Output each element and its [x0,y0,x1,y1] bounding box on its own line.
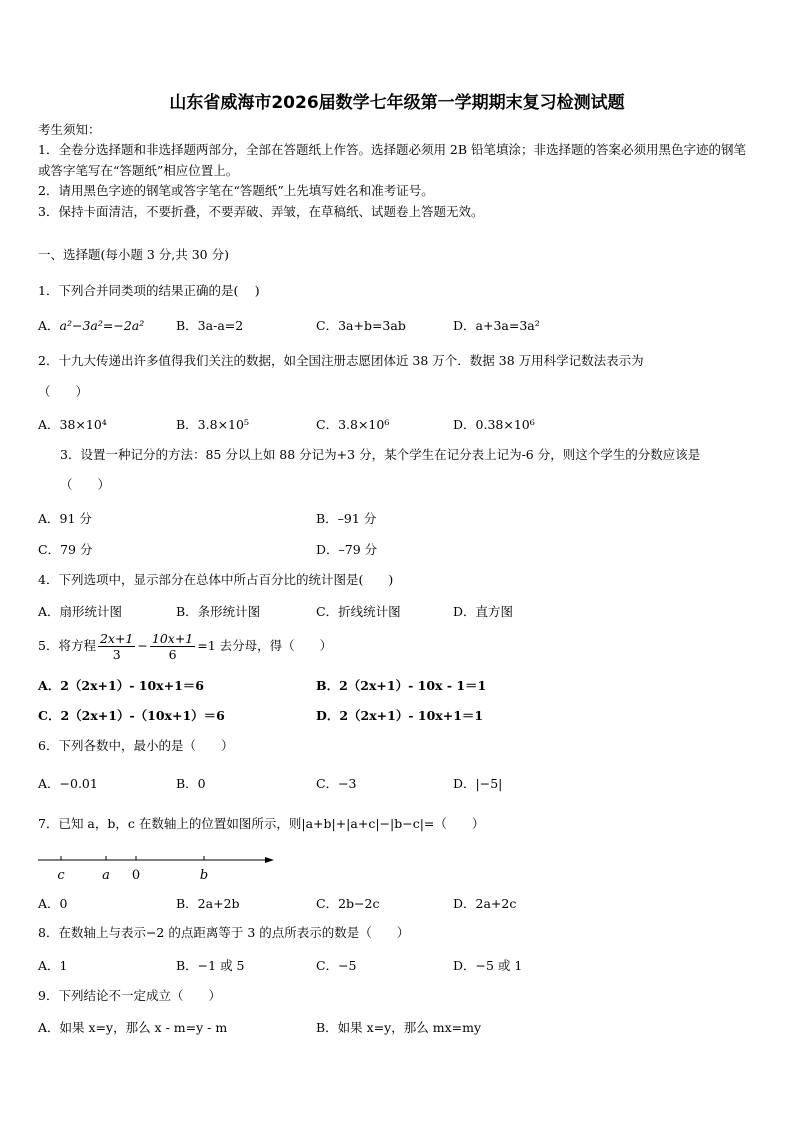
question-8-stem: 8．在数轴上与表示−2 的点距离等于 3 的点所表示的数是（ ） [38,925,410,940]
fraction-2: $\frac{10x+1}{6}$ [151,631,194,662]
question-4-option-a: A．扇形统计图 [38,604,123,619]
question-4-stem: 4．下列选项中，显示部分在总体中所占百分比的统计图是( ) [38,572,394,587]
question-7-option-a: A．0 [38,896,68,911]
question-8-option-d: D．−5 或 1 [453,958,523,973]
question-6-option-a: A．−0.01 [38,776,98,791]
question-1-stem: 1．下列合并同类项的结果正确的是( ) [38,283,260,298]
question-3-option-c: C．79 分 [38,542,93,557]
axis-label-a: a [102,868,110,883]
number-line-figure [36,850,281,886]
question-5-option-a: A．2（2x+1）- 10x+1＝6 [38,678,204,693]
page-title: 山东省威海市2026届数学七年级第一学期期末复习检测试题 [169,93,625,113]
notice-item-3: 3．保持卡面清洁，不要折叠，不要弄破、弄皱，在草稿纸、试题卷上答题无效。 [38,204,484,219]
question-8-option-a: A．1 [38,958,68,973]
question-7-stem: 7．已知 a，b，c 在数轴上的位置如图所示，则|a+b|+|a+c|−|b−c|=（ ） [38,816,485,831]
axis-label-b: b [199,868,209,883]
question-6-option-c: C．−3 [316,776,357,791]
question-9-option-b: B．如果 x=y，那么 mx=my [316,1020,482,1035]
question-2-option-a: A．38×10⁴ [38,417,107,432]
question-2-option-d: D．0.38×10⁶ [453,417,535,432]
question-5-stem: 5．将方程 $\frac{2x+1}{3}$ − $\frac{10x+1}{6}$ =1 去分母，得（ ） [38,631,333,662]
question-5-option-c: C．2（2x+1）-（10x+1）＝6 [38,708,225,723]
question-4-option-d: D．直方图 [453,604,514,619]
question-3-option-a: A．91 分 [38,511,92,526]
question-9-option-a: A．如果 x=y，那么 x - m=y - m [38,1020,228,1035]
question-1-option-b: B．3a-a=2 [176,318,244,333]
question-9-stem: 9．下列结论不一定成立（ ） [38,988,221,1003]
question-3-paren: （ ） [60,477,111,492]
notice-item-1: 1．全卷分选择题和非选择题两部分，全部在答题纸上作答。选择题必须用 2B 铅笔填涂；非选择题的答案必须用黑色字迹的钢笔或答字笔写在“答题纸”相应位置上。 [38,142,747,178]
question-8-option-c: C．−5 [316,958,357,973]
axis-label-c: c [57,868,65,883]
question-6-option-d: D．|−5| [453,776,503,791]
question-3-option-d: D．–79 分 [316,542,378,557]
question-6-option-b: B．0 [176,776,206,791]
question-4-option-c: C．折线统计图 [316,604,401,619]
question-2-option-b: B．3.8×10⁵ [176,417,249,432]
notice-item-2: 2．请用黑色字迹的钢笔或答字笔在“答题纸”上先填写姓名和准考证号。 [38,183,434,198]
question-1-option-a-expr: a²−3a²=−2a² [59,318,145,333]
axis-label-0: 0 [131,868,141,883]
fraction-1: $\frac{2x+1}{3}$ [99,631,134,662]
question-1-option-c: C．3a+b=3ab [316,318,406,333]
question-4-option-b: B．条形统计图 [176,604,261,619]
question-7-option-b: B．2a+2b [176,896,240,911]
question-7-option-c: C．2b−2c [316,896,380,911]
number-line-arrow [265,857,274,863]
question-8-option-b: B．−1 或 5 [176,958,245,973]
question-1-option-d: D．a+3a=3a² [453,318,540,333]
question-3-stem: 3．设置一种记分的方法：85 分以上如 88 分记为+3 分，某个学生在记分表上记为-6 分，则这个学生的分数应该是 [60,447,701,462]
question-1-option-a: A．a²−3a²=−2a² [38,318,145,333]
question-5-option-d: D．2（2x+1）- 10x+1＝1 [316,708,484,723]
question-3-option-b: B．–91 分 [316,511,377,526]
question-7-option-d: D．2a+2c [453,896,517,911]
section-heading: 一、选择题(每小题 3 分,共 30 分) [38,247,229,262]
question-2-option-c: C．3.8×10⁶ [316,417,390,432]
question-2-paren: （ ） [38,384,89,399]
notice-heading: 考生须知： [38,122,101,137]
question-6-stem: 6．下列各数中，最小的是（ ） [38,738,234,753]
question-2-stem: 2．十九大传递出许多值得我们关注的数据，如全国注册志愿团体近 38 万个．数据 38 万用科学记数法表示为 [38,353,644,368]
question-5-option-b: B．2（2x+1）- 10x - 1＝1 [316,678,487,693]
